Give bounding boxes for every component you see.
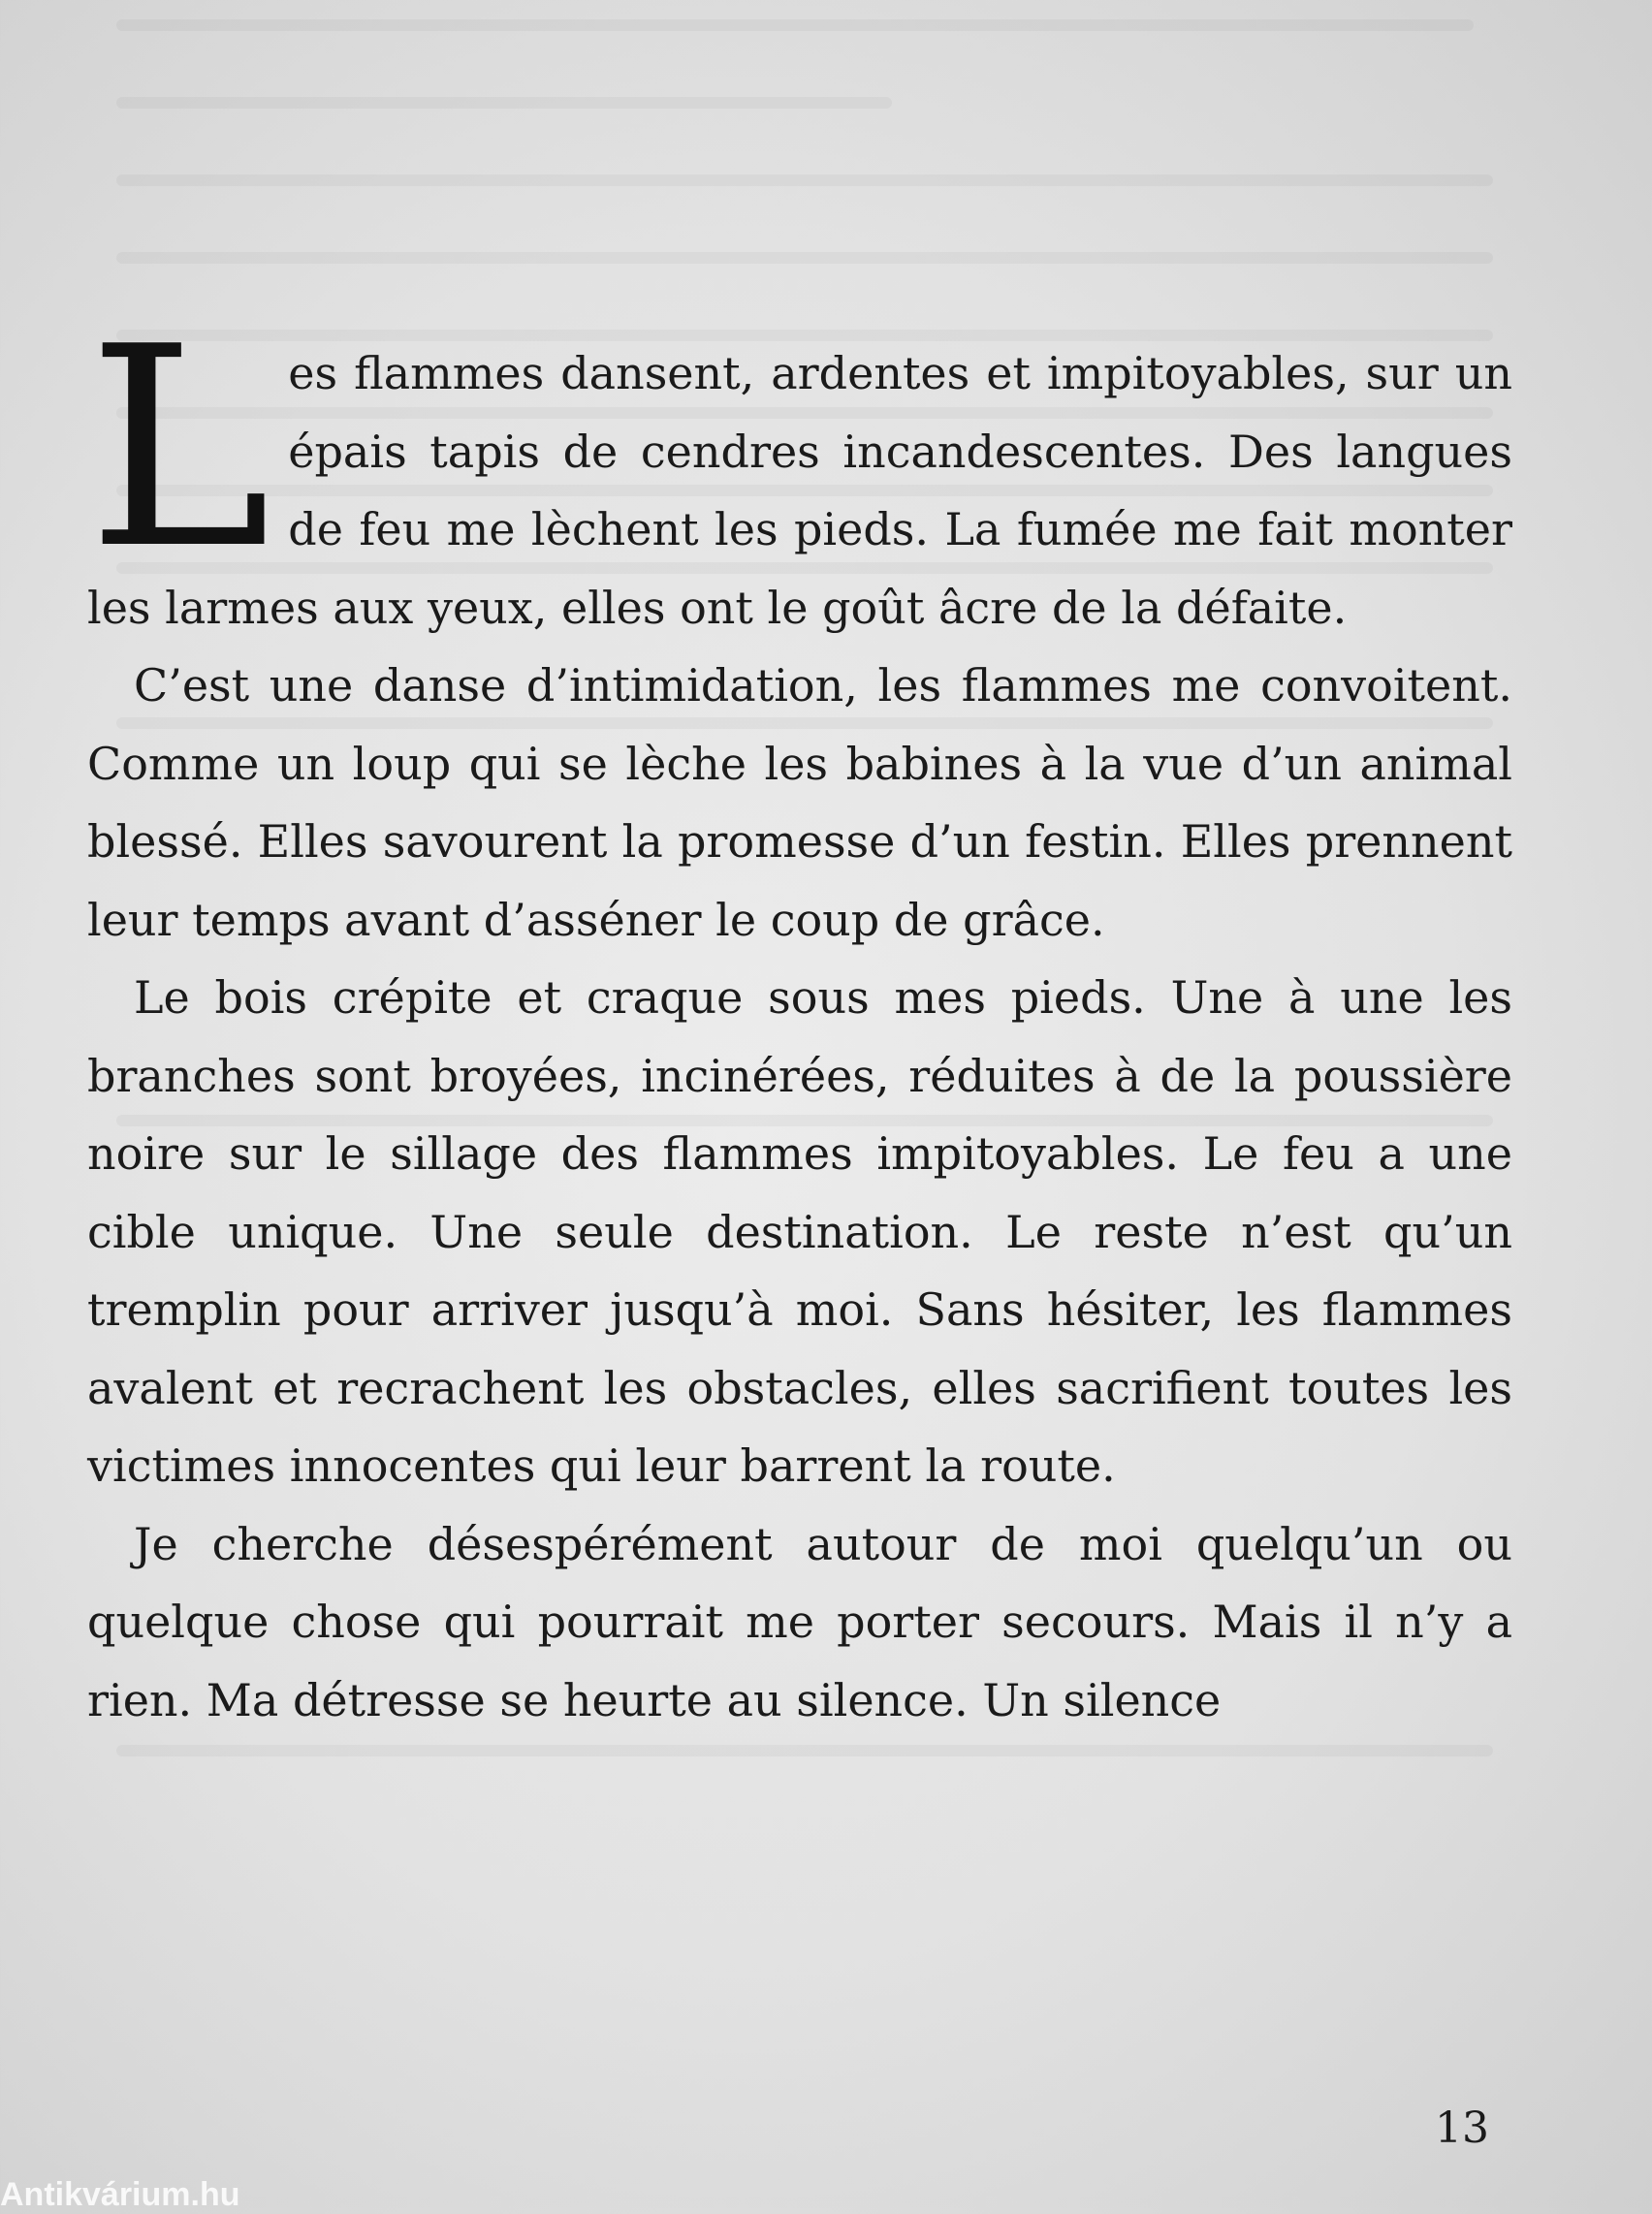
- paragraph-2: C’est une danse d’intimidation, les flammes me convoitent. Comme un loup qui se lèche les babines à la vue d’un animal blessé. Elles savourent la promesse d’un festin. Elles prennent leur temps avant d’asséner le coup de grâce.: [87, 659, 1512, 946]
- page-number: 13: [1435, 2103, 1489, 2153]
- paragraph-1: [87, 288, 1512, 647]
- watermark: Antikvárium.hu: [0, 2176, 240, 2213]
- drop-cap: L: [87, 288, 271, 610]
- paragraph-1-text: es flammes dansent, ardentes et impitoyables, sur un épais tapis de cendres incandescentes. Des langues de feu me lèchent les pieds. La fumée me fait monter les larmes aux yeux, elles ont le goût âcre de la défaite.: [87, 347, 1512, 634]
- paragraph-3: Le bois crépite et craque sous mes pieds. Une à une les branches sont broyées, incinérées, réduites à de la poussière noire sur le sillage des flammes impitoyables. Le feu a une cible unique. Une seule destination. Le reste n’est qu’un tremplin pour arriver jusqu’à moi. Sans hésiter, les flammes avalent et recrachent les obstacles, elles sacrifient toutes les victimes innocentes qui leur barrent la route.: [87, 971, 1512, 1492]
- paragraph-4: Je cherche désespérément autour de moi quelqu’un ou quelque chose qui pourrait me porter secours. Mais il n’y a rien. Ma détresse se heurte au silence. Un silence: [87, 1517, 1512, 1726]
- book-page: [87, 288, 1512, 1739]
